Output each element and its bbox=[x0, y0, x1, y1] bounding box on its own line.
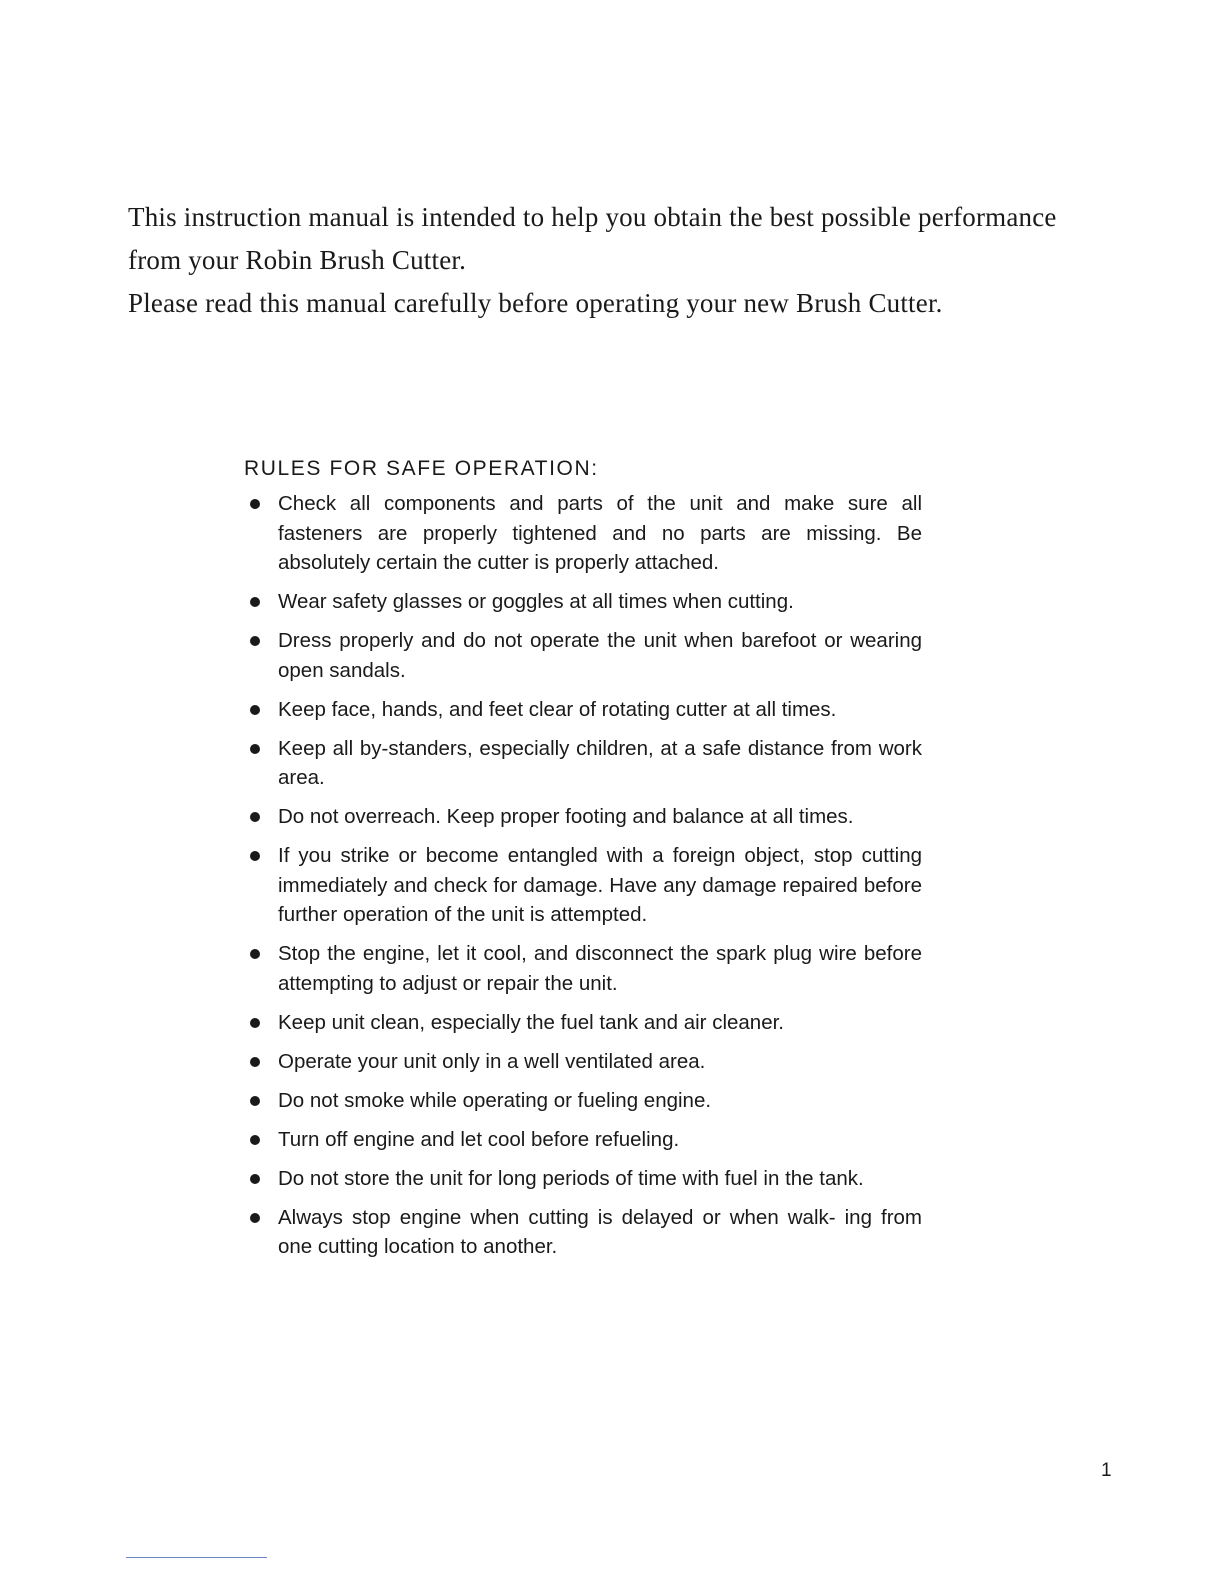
rule-text: Keep all by-standers, especially children, at a safe distance from work area. bbox=[278, 736, 922, 789]
rule-text: If you strike or become entangled with a foreign object, stop cutting immediately and check for damage. Have any damage repaired before further operation of the unit is attempted. bbox=[278, 844, 922, 926]
rule-text: Turn off engine and let cool before refueling. bbox=[278, 1127, 680, 1151]
list-item bbox=[244, 695, 924, 725]
bullet-icon bbox=[250, 812, 260, 822]
bullet-icon bbox=[250, 1135, 260, 1145]
list-item bbox=[244, 1008, 924, 1038]
bullet-icon bbox=[250, 1174, 260, 1184]
list-item bbox=[244, 841, 924, 930]
rule-text: Always stop engine when cutting is delayed or when walk- ing from one cutting location to another. bbox=[278, 1205, 922, 1258]
rule-text: Stop the engine, let it cool, and disconnect the spark plug wire before attempting to adjust or repair the unit. bbox=[278, 942, 922, 995]
intro-paragraph: Please read this manual carefully before operating your new Brush Cutter. bbox=[128, 288, 943, 318]
intro-paragraph: This instruction manual is intended to help you obtain the best possible performance from your Robin Brush Cutter. bbox=[128, 202, 1057, 275]
rule-text: Do not smoke while operating or fueling engine. bbox=[278, 1088, 712, 1112]
bullet-icon bbox=[250, 1213, 260, 1223]
rules-list bbox=[244, 489, 924, 1262]
rule-text: Do not store the unit for long periods of time with fuel in the tank. bbox=[278, 1166, 864, 1190]
safety-rules-section bbox=[244, 452, 924, 1271]
intro-text bbox=[128, 196, 1058, 325]
list-item bbox=[244, 1125, 924, 1155]
section-heading: RULES FOR SAFE OPERATION: bbox=[244, 457, 599, 480]
bullet-icon bbox=[250, 1057, 260, 1067]
rule-text: Keep unit clean, especially the fuel tank and air cleaner. bbox=[278, 1010, 784, 1034]
bullet-icon bbox=[250, 1096, 260, 1106]
list-item bbox=[244, 587, 924, 617]
bullet-icon bbox=[250, 597, 260, 607]
list-item bbox=[244, 489, 924, 578]
bullet-icon bbox=[250, 636, 260, 646]
list-item bbox=[244, 1203, 924, 1262]
rule-text: Do not overreach. Keep proper footing and balance at all times. bbox=[278, 805, 854, 828]
bullet-icon bbox=[250, 744, 260, 754]
bullet-icon bbox=[250, 499, 260, 509]
bullet-icon bbox=[250, 705, 260, 715]
list-item bbox=[244, 626, 924, 685]
page-number: 1 bbox=[1101, 1460, 1112, 1481]
bullet-icon bbox=[250, 949, 260, 959]
list-item bbox=[244, 939, 924, 998]
list-item bbox=[244, 802, 924, 832]
rule-text: Keep face, hands, and feet clear of rotating cutter at all times. bbox=[278, 697, 837, 721]
list-item bbox=[244, 734, 924, 793]
list-item bbox=[244, 1164, 924, 1194]
list-item bbox=[244, 1086, 924, 1116]
bullet-icon bbox=[250, 1018, 260, 1028]
rule-text: Check all components and parts of the unit and make sure all fasteners are properly tightened and no parts are missing. Be absolutely certain the cutter is properly attached. bbox=[278, 492, 922, 574]
footer-divider bbox=[126, 1557, 267, 1558]
bullet-icon bbox=[250, 851, 260, 861]
list-item bbox=[244, 1047, 924, 1077]
rule-text: Operate your unit only in a well ventilated area. bbox=[278, 1049, 706, 1073]
rule-text: Wear safety glasses or goggles at all times when cutting. bbox=[278, 590, 794, 613]
rule-text: Dress properly and do not operate the unit when barefoot or wearing open sandals. bbox=[278, 629, 922, 682]
